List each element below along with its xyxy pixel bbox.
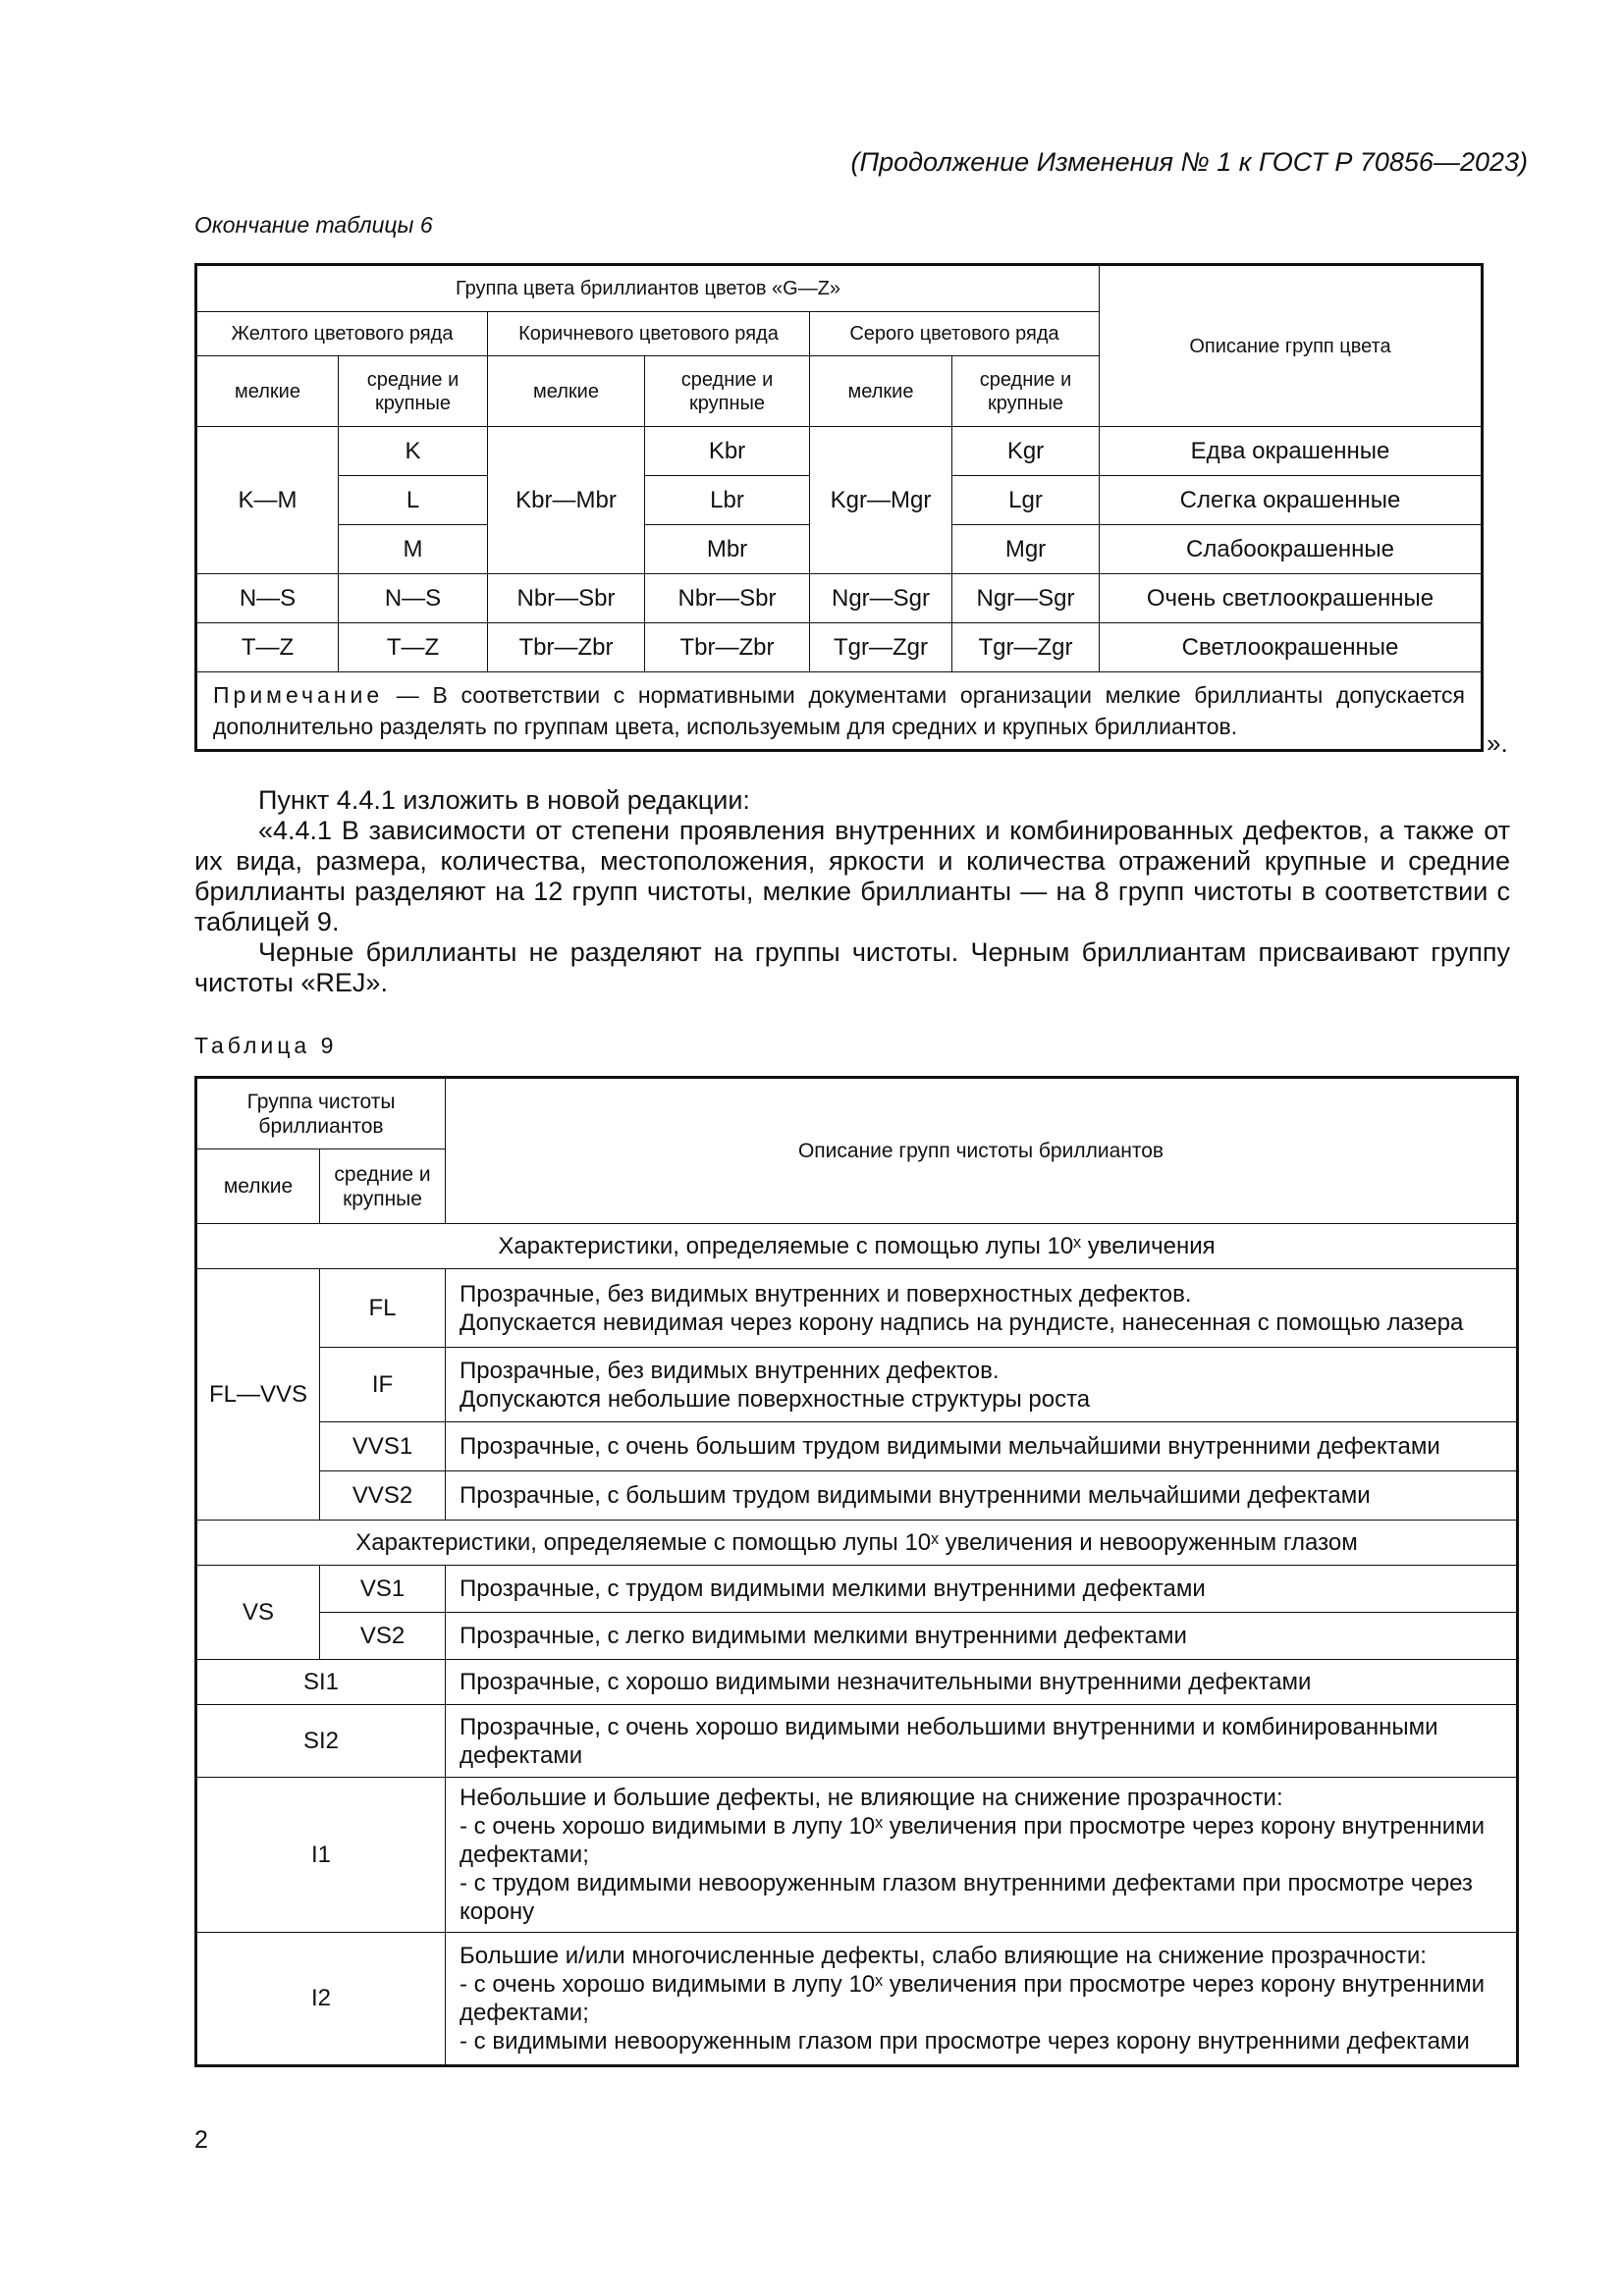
desc-line: Прозрачные, без видимых внутренних дефектов.: [460, 1357, 1000, 1384]
page-number: 2: [194, 2126, 208, 2154]
table-cell: FL: [320, 1269, 446, 1348]
table-row: [196, 574, 1483, 623]
desc-line: - с очень хорошо видимыми в лупу 10ˣ увеличения при просмотре через корону внутренними дефектами;: [460, 1813, 1486, 1868]
table-cell: Tgr—Zgr: [810, 623, 952, 672]
note-label: Примечание: [213, 682, 384, 708]
table-cell: Светлоокрашенные: [1100, 623, 1483, 672]
table-cell: [446, 1933, 1518, 2066]
size-small-header: мелкие: [810, 356, 952, 427]
table-cell: IF: [320, 1348, 446, 1422]
table-row: [196, 1566, 1518, 1613]
table-cell: Nbr—Sbr: [645, 574, 810, 623]
desc-line: - с трудом видимыми невооруженным глазом внутренними дефектами при просмотре через корону: [460, 1870, 1473, 1925]
table-cell: Прозрачные, с трудом видимыми мелкими внутренними дефектами: [446, 1566, 1518, 1613]
desc-line: Допускается невидимая через корону надпись на рундисте, нанесенная с помощью лазера: [460, 1308, 1464, 1336]
table-cell: SI2: [196, 1705, 446, 1778]
table-cell: M: [339, 525, 488, 574]
table-cell: I1: [196, 1778, 446, 1933]
table-cell: N—S: [196, 574, 339, 623]
desc-line: Допускаются небольшие поверхностные структуры роста: [460, 1385, 1091, 1413]
table-cell: VVS1: [320, 1422, 446, 1471]
paragraph: Черные бриллианты не разделяют на группы чистоты. Черным бриллиантам присваивают группу чистоты «REJ».: [194, 937, 1510, 997]
table-row: [196, 1269, 1518, 1348]
table-row: [196, 623, 1483, 672]
table-row: [196, 427, 1483, 476]
desc-line: - с очень хорошо видимыми в лупу 10ˣ увеличения при просмотре через корону внутренними дефектами;: [460, 1971, 1486, 2026]
table-cell: N—S: [339, 574, 488, 623]
table-cell: Mgr: [952, 525, 1100, 574]
table-row: [196, 1471, 1518, 1521]
table-cell: Kbr: [645, 427, 810, 476]
desc-line: - с видимыми невооруженным глазом при просмотре через корону внутренними дефектами: [460, 2028, 1470, 2055]
clarity-desc-header: Описание групп чистоты бриллиантов: [446, 1078, 1518, 1224]
note-text: — В соответствии с нормативными документами организации мелкие бриллианты допускается дополнительно разделять по группам цвета, используемым для средних и крупных бриллиантов.: [213, 682, 1465, 739]
table-cell: SI1: [196, 1660, 446, 1705]
table-row: [196, 1660, 1518, 1705]
table-cell: Едва окрашенные: [1100, 427, 1483, 476]
table-cell: VS2: [320, 1613, 446, 1660]
desc-line: Большие и/или многочисленные дефекты, слабо влияющие на снижение прозрачности:: [460, 1943, 1427, 1969]
table-cell: VVS2: [320, 1471, 446, 1521]
table-cell: Ngr—Sgr: [810, 574, 952, 623]
table-cell: [446, 1348, 1518, 1422]
table-cell: Kbr—Mbr: [488, 427, 645, 574]
table-cell: VS: [196, 1566, 320, 1660]
size-large-header: средние и крупные: [952, 356, 1100, 427]
table-cell: Прозрачные, с очень большим трудом видимыми мельчайшими внутренними дефектами: [446, 1422, 1518, 1471]
table-cell: Слегка окрашенные: [1100, 476, 1483, 525]
clarity-groups-table: [194, 1076, 1519, 2067]
table-cell: Прозрачные, с очень хорошо видимыми небольшими внутренними и комбинированными дефектами: [446, 1705, 1518, 1778]
table-cell: Слабоокрашенные: [1100, 525, 1483, 574]
paragraph: «4.4.1 В зависимости от степени проявления внутренних и комбинированных дефектов, а также от их вида, размера, количества, местоположения, яркости и количества отражений крупные и средние бриллианты разделяют на 12 групп чистоты, мелкие бриллианты — на 8 групп чистоты в соответствии с таблицей 9.: [194, 816, 1510, 936]
table-cell: Kgr: [952, 427, 1100, 476]
table-cell: K—M: [196, 427, 339, 574]
yellow-series-header: Желтого цветового ряда: [196, 312, 488, 356]
table-row: [196, 1348, 1518, 1422]
table-cell: Прозрачные, с хорошо видимыми незначительными внутренними дефектами: [446, 1660, 1518, 1705]
gray-series-header: Серого цветового ряда: [810, 312, 1100, 356]
section-band: Характеристики, определяемые с помощью лупы 10ˣ увеличения и невооруженным глазом: [196, 1521, 1518, 1566]
table-cell: [446, 1269, 1518, 1348]
size-small-header: мелкие: [196, 356, 339, 427]
table-cell: L: [339, 476, 488, 525]
document-header: (Продолжение Изменения № 1 к ГОСТ Р 70856—2023): [850, 147, 1528, 177]
table-cell: Tgr—Zgr: [952, 623, 1100, 672]
size-large-header: средние и крупные: [320, 1149, 446, 1224]
table-cell: K: [339, 427, 488, 476]
table-cell: T—Z: [196, 623, 339, 672]
table-row: [196, 1705, 1518, 1778]
size-large-header: средние и крупные: [339, 356, 488, 427]
table-cell: VS1: [320, 1566, 446, 1613]
table-cell: FL—VVS: [196, 1269, 320, 1521]
table-cell: Tbr—Zbr: [488, 623, 645, 672]
section-band: Характеристики, определяемые с помощью лупы 10ˣ увеличения: [196, 1224, 1518, 1269]
table-row: [196, 1613, 1518, 1660]
color-desc-header: Описание групп цвета: [1100, 265, 1483, 427]
table-cell: T—Z: [339, 623, 488, 672]
table-cell: Ngr—Sgr: [952, 574, 1100, 623]
clarity-group-header: Группа чистоты бриллиантов: [196, 1078, 446, 1149]
size-large-header: средние и крупные: [645, 356, 810, 427]
brown-series-header: Коричневого цветового ряда: [488, 312, 810, 356]
table6-caption: Окончание таблицы 6: [194, 212, 433, 238]
desc-line: Прозрачные, без видимых внутренних и поверхностных дефектов.: [460, 1280, 1192, 1308]
table-cell: [446, 1778, 1518, 1933]
table-row: [196, 1933, 1518, 2066]
table-cell: I2: [196, 1933, 446, 2066]
table-cell: Kgr—Mgr: [810, 427, 952, 574]
table9-caption: Таблица 9: [194, 1033, 338, 1058]
table6-note: [196, 672, 1483, 751]
table-cell: Tbr—Zbr: [645, 623, 810, 672]
table-cell: Прозрачные, с большим трудом видимыми внутренними мельчайшими дефектами: [446, 1471, 1518, 1521]
table-cell: Nbr—Sbr: [488, 574, 645, 623]
table-cell: Lgr: [952, 476, 1100, 525]
size-small-header: мелкие: [488, 356, 645, 427]
table-cell: Прозрачные, с легко видимыми мелкими внутренними дефектами: [446, 1613, 1518, 1660]
table-row: [196, 1778, 1518, 1933]
desc-line: Небольшие и большие дефекты, не влияющие на снижение прозрачности:: [460, 1785, 1283, 1811]
color-groups-table: [194, 263, 1484, 752]
table-row: [196, 1422, 1518, 1471]
closing-quote: ».: [1487, 728, 1508, 758]
table-cell: Lbr: [645, 476, 810, 525]
color-group-header: Группа цвета бриллиантов цветов «G—Z»: [196, 265, 1100, 312]
paragraph: Пункт 4.4.1 изложить в новой редакции:: [258, 785, 750, 815]
table-cell: Mbr: [645, 525, 810, 574]
table-cell: Очень светлоокрашенные: [1100, 574, 1483, 623]
size-small-header: мелкие: [196, 1149, 320, 1224]
